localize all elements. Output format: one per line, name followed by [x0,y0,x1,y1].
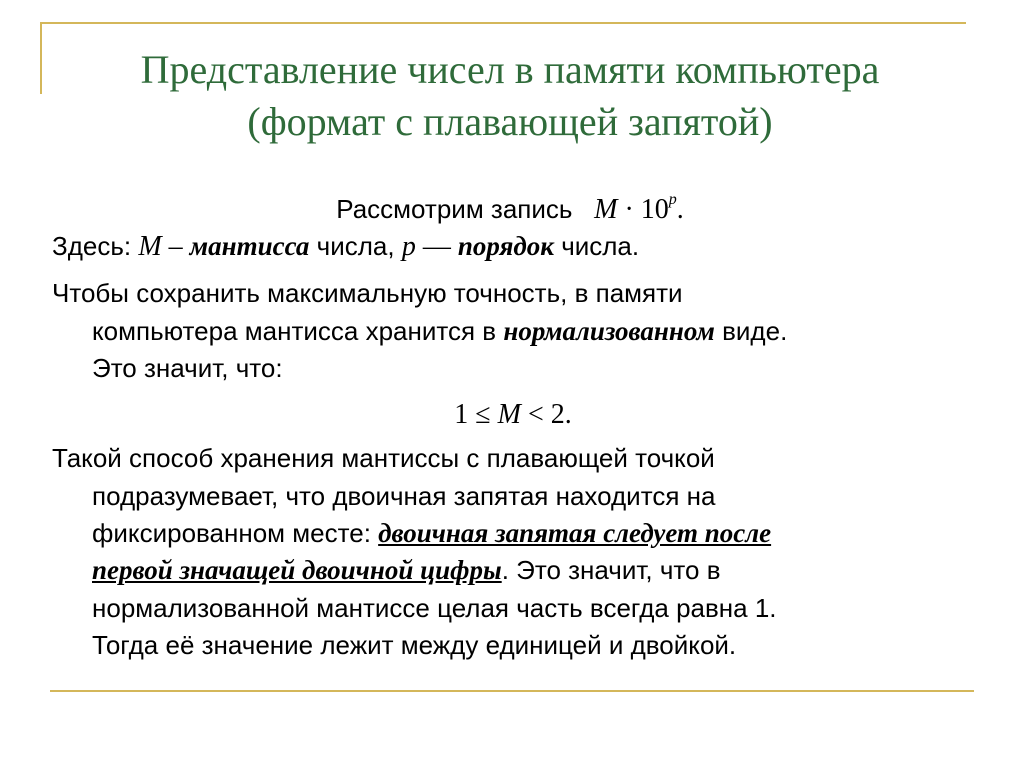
definition-dash-1: – [161,231,190,262]
p2-line-4-end: . Это значит, что в [501,555,721,585]
p2-line-5: нормализованной мантиссе целая часть всегда равна 1. [92,593,777,623]
p2-line-6: Тогда её значение лежит между единицей и двойкой. [92,630,737,660]
inequality-m: M [497,399,521,430]
inequality-right: < 2. [520,399,572,430]
p2-line-4 [92,552,721,588]
formula-end: . [676,194,684,225]
term-normalized: нормализованном [503,316,715,346]
p1-line-2-start: компьютера мантисса хранится в [92,316,504,346]
left-rule [40,22,42,94]
p1-line-2 [92,313,787,349]
intro-line [50,182,970,228]
p2-line-1: Такой способ хранения мантиссы с плавающей точкой [52,443,715,473]
title-line-1: Представление чисел в памяти компьютера [140,47,880,92]
p1-line-3: Это значит, что: [92,353,283,383]
p2-line-3 [92,515,771,551]
top-rule [40,22,966,24]
term-mantissa: мантисса [189,231,310,261]
intro-text: Рассмотрим запись [336,194,573,224]
definition-of-number-2: числа. [553,231,640,261]
p2-line-2: подразумевает, что двоичная запятая находится на [92,481,716,511]
p1-line-2-end: виде. [714,316,788,346]
key-phrase-part-1: двоичная запятая следует после [378,518,772,548]
slide-title [50,44,970,148]
key-phrase-part-2: первой значащей двоичной цифры [92,555,502,585]
p1-line-1: Чтобы сохранить максимальную точность, в памяти [52,278,683,308]
definition-of-number-1: числа, [309,231,402,261]
title-line-2: (формат с плавающей запятой) [247,99,773,144]
formula-exponent: p [668,191,677,208]
definition-line [52,228,639,265]
inequality-left: 1 ≤ [454,399,498,430]
definition-m: M [138,231,162,262]
bottom-rule [50,690,974,692]
inequality [50,396,970,433]
term-order: порядок [457,231,554,261]
formula-m: M [594,194,618,225]
definition-lead: Здесь: [52,231,139,261]
definition-p: p [401,231,416,262]
p2-line-3-start: фиксированном месте: [92,518,379,548]
formula-dot-ten: · 10 [617,194,669,225]
definition-dash-2: — [415,231,458,262]
